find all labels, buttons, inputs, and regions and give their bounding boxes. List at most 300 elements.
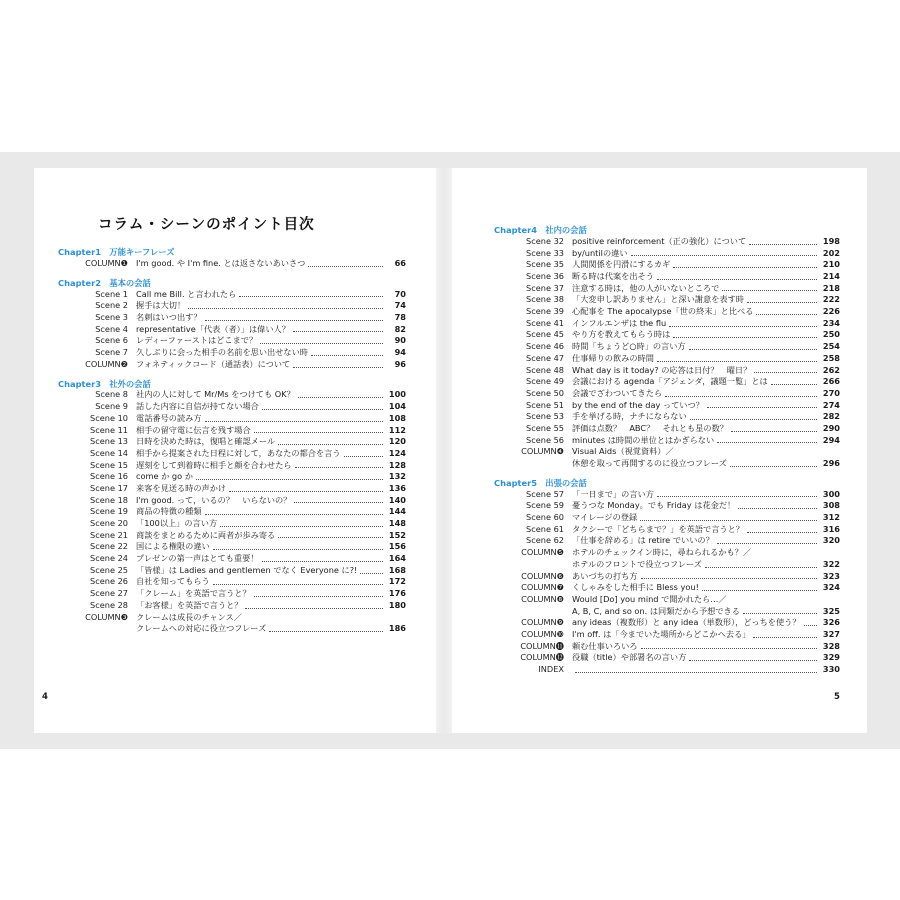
toc-entry[interactable] — [494, 582, 840, 594]
entry-title: Call me Bill. と言われたら — [136, 288, 237, 299]
entry-label: Scene 7 — [95, 347, 128, 358]
entry-page-number: 132 — [388, 471, 406, 482]
entry-title: 「大変申し訳ありません」と深い謝意を表す時 — [572, 294, 744, 305]
toc-entry[interactable] — [58, 588, 406, 600]
entry-title: マイレージの登録 — [572, 512, 638, 523]
chapter-heading: Chapter3 社外の会話 — [58, 378, 151, 389]
toc-entry[interactable] — [494, 594, 840, 606]
dot-leader — [641, 648, 817, 649]
entry-title: 役職（title）や部署名の言い方 — [572, 652, 687, 663]
entry-title: 注意する時は，他の人がいないところで — [572, 282, 720, 293]
entry-title: 「クレーム」を英語で言うと？ — [136, 588, 251, 599]
entry-page-number: 274 — [822, 399, 840, 410]
dot-leader — [690, 419, 817, 420]
entry-page-number: 262 — [822, 364, 840, 375]
entry-label: Scene 15 — [90, 459, 128, 470]
entry-page-number: 270 — [822, 387, 840, 398]
toc-entry[interactable] — [494, 330, 840, 342]
entry-page-number: 320 — [822, 535, 840, 546]
entry-label: Scene 62 — [526, 535, 564, 546]
entry-page-number: 112 — [388, 424, 406, 435]
entry-label: Scene 3 — [95, 312, 128, 323]
dot-leader — [293, 331, 383, 332]
entry-title: What day is it today? の応答は日付？ 曜日？ — [572, 364, 752, 375]
entry-title: 断る時は代案を出そう — [572, 271, 654, 282]
dot-leader — [747, 532, 817, 533]
entry-title: 名刺はいつ出す？ — [136, 312, 202, 323]
entry-label: Scene 26 — [90, 576, 128, 587]
chapter-block — [58, 277, 406, 371]
chapter-heading: Chapter2 基本の会話 — [58, 277, 151, 288]
entry-title: 相手の留守電に伝言を残す場合 — [136, 424, 251, 435]
toc-entry[interactable] — [58, 425, 406, 437]
entry-label: Scene 36 — [526, 271, 564, 282]
toc-entry[interactable] — [494, 617, 840, 629]
entry-title: 遅刻をして到着時に相手と顔を合わせたら — [136, 459, 292, 470]
dot-leader — [747, 302, 817, 303]
toc-entry[interactable] — [58, 541, 406, 553]
entry-label: Scene 39 — [526, 306, 564, 317]
entry-title: 社内の人に対して Mr/Ms をつけても OK？ — [136, 389, 295, 400]
toc-entry[interactable] — [494, 294, 840, 306]
entry-page-number: 290 — [822, 422, 840, 433]
toc-entry[interactable] — [58, 390, 406, 402]
entry-label: Scene 19 — [90, 506, 128, 517]
entry-page-number: 120 — [388, 436, 406, 447]
dot-leader — [262, 561, 384, 562]
dot-leader — [293, 367, 383, 368]
entry-label: Scene 61 — [526, 523, 564, 534]
entry-page-number: 282 — [822, 411, 840, 422]
toc-entry[interactable] — [494, 365, 840, 377]
entry-title: ホテルのチェックイン時に，尋ねられるかも？／ — [572, 547, 752, 558]
dot-leader — [260, 343, 383, 344]
entry-page-number: 144 — [388, 506, 406, 517]
entry-title: 会議でざわついてきたら — [572, 387, 663, 398]
dot-leader — [753, 637, 817, 638]
entry-page-number: 308 — [822, 500, 840, 511]
toc-entry[interactable] — [58, 436, 406, 448]
entry-title: 「仕事を辞める」は retire でいいの？ — [572, 535, 714, 546]
entry-title: タクシーで「どちらまで？」を英語で言うと？ — [572, 523, 744, 534]
dot-leader — [743, 613, 817, 614]
toc-entry[interactable] — [494, 376, 840, 388]
dot-leader — [731, 431, 817, 432]
entry-page-number: 296 — [822, 458, 840, 469]
entry-label: Scene 13 — [90, 436, 128, 447]
entry-title: プレゼンの第一声はとても重要！ — [136, 553, 259, 564]
dot-leader — [205, 320, 383, 321]
chapter-block — [494, 224, 840, 470]
toc-entry[interactable] — [494, 411, 840, 423]
dot-leader — [295, 467, 383, 468]
entry-label: Scene 4 — [95, 323, 128, 334]
entry-label: Scene 60 — [526, 512, 564, 523]
entry-page-number: 326 — [822, 617, 840, 628]
entry-title: インフルエンザは the flu — [572, 317, 667, 328]
toc-entry[interactable] — [494, 652, 840, 664]
dot-leader — [213, 584, 383, 585]
dot-leader — [730, 466, 817, 467]
dot-leader — [188, 308, 383, 309]
dot-leader — [308, 266, 383, 267]
entry-page-number: 330 — [822, 664, 840, 675]
toc-entry[interactable] — [494, 248, 840, 260]
entry-title: 自社を知ってもらう — [136, 576, 210, 587]
entry-page-number: 222 — [822, 294, 840, 305]
dot-leader — [213, 549, 383, 550]
toc-entry[interactable] — [494, 606, 840, 618]
entry-title: 電話番号の読み方 — [136, 412, 202, 423]
entry-label: COLUMN❶ — [85, 257, 128, 268]
entry-title: 商品の特徴の種類 — [136, 506, 202, 517]
entry-label: Scene 28 — [90, 599, 128, 610]
entry-title: 仕事帰りの飲みの時間 — [572, 352, 654, 363]
toc-entry[interactable] — [494, 641, 840, 653]
toc-entry[interactable] — [494, 306, 840, 318]
entry-title: あいづちの打ち方 — [572, 570, 638, 581]
entry-label: Scene 33 — [526, 247, 564, 258]
entry-label: COLUMN❺ — [521, 547, 564, 558]
entry-title: 人間関係を円滑にするカギ — [572, 259, 671, 270]
entry-label: Scene 57 — [526, 488, 564, 499]
dot-leader — [673, 337, 817, 338]
toc-entry[interactable] — [494, 341, 840, 353]
entry-title: クレームへの対応に役立つフレーズ — [136, 623, 267, 634]
entry-title: come か go か — [136, 471, 193, 482]
toc-entry[interactable] — [58, 506, 406, 518]
entry-label: Scene 41 — [526, 317, 564, 328]
entry-label: COLUMN❸ — [85, 611, 128, 622]
toc-entry[interactable] — [58, 565, 406, 577]
entry-page-number: 327 — [822, 628, 840, 639]
dot-leader — [702, 590, 817, 591]
entry-title: 「100以上」の言い方 — [136, 518, 218, 529]
entry-page-number: 78 — [394, 312, 406, 323]
entry-page-number: 180 — [388, 599, 406, 610]
entry-label: COLUMN⓬ — [520, 652, 564, 663]
entry-title: by the end of the day っていつ？ — [572, 399, 704, 410]
dot-leader — [245, 608, 383, 609]
page-title: コラム・シーンのポイント目次 — [98, 217, 315, 233]
entry-label: Scene 35 — [526, 259, 564, 270]
toc-entry[interactable] — [494, 571, 840, 583]
entry-label: Scene 27 — [90, 588, 128, 599]
entry-title: I'm good. や I'm fine. とは返さないあいさつ — [136, 257, 306, 268]
entry-page-number: 74 — [394, 300, 406, 311]
entry-label: COLUMN⓫ — [520, 640, 564, 651]
dot-leader — [262, 409, 383, 410]
entry-label: COLUMN❿ — [521, 628, 564, 639]
toc-entry[interactable] — [58, 258, 406, 270]
entry-title: 「お客様」を英語で言うと？ — [136, 599, 243, 610]
dot-leader — [749, 244, 817, 245]
dot-leader — [689, 349, 817, 350]
entry-page-number: 329 — [822, 652, 840, 663]
entry-title: 日時を決めた時は，復唱と確認メール — [136, 436, 276, 447]
entry-title: 久しぶりに会った相手の名前を思い出せない時 — [136, 347, 308, 358]
dot-leader — [722, 290, 817, 291]
entry-title: 憂うつな Monday。でも Friday は花金だ！ — [572, 500, 736, 511]
entry-label: COLUMN❻ — [521, 570, 564, 581]
dot-leader — [657, 279, 817, 280]
entry-label: Scene 2 — [95, 300, 128, 311]
entry-title: representative「代表（者）」は偉い人？ — [136, 323, 290, 334]
toc-entry[interactable] — [58, 460, 406, 472]
chapter-block — [494, 477, 840, 676]
entry-label: Scene 45 — [526, 329, 564, 340]
dot-leader — [575, 672, 817, 673]
entry-title: I'm off. は「今までいた場所からどこかへ去る」 — [572, 628, 751, 639]
entry-title: 頼む仕事いろいろ — [572, 640, 638, 651]
toc-entry[interactable] — [494, 629, 840, 641]
entry-label: Scene 59 — [526, 500, 564, 511]
toc-entry[interactable] — [58, 347, 406, 359]
entry-title: ホテルのフロントで役立つフレーズ — [572, 558, 702, 569]
dot-leader — [220, 526, 383, 527]
entry-label: Scene 9 — [95, 401, 128, 412]
dot-leader — [278, 537, 383, 538]
entry-page-number: 152 — [388, 529, 406, 540]
entry-title: 商談をまとめるために両者が歩み寄る — [136, 529, 276, 540]
entry-label: COLUMN❹ — [521, 446, 564, 457]
chapter-block — [58, 378, 406, 635]
entry-label: Scene 49 — [526, 376, 564, 387]
toc-entry[interactable] — [58, 530, 406, 542]
entry-title: 来客を見送る時の声かけ — [136, 482, 227, 493]
toc-entry[interactable] — [494, 353, 840, 365]
entry-label: Scene 16 — [90, 471, 128, 482]
toc-entry[interactable] — [494, 664, 840, 676]
entry-page-number: 324 — [822, 582, 840, 593]
entry-page-number: 254 — [822, 341, 840, 352]
entry-page-number: 328 — [822, 640, 840, 651]
entry-label: Scene 50 — [526, 387, 564, 398]
entry-label: Scene 17 — [90, 482, 128, 493]
toc-entry[interactable] — [58, 448, 406, 460]
dot-leader — [738, 508, 817, 509]
entry-page-number: 202 — [822, 247, 840, 258]
entry-page-number: 198 — [822, 235, 840, 246]
entry-page-number: 294 — [822, 434, 840, 445]
toc-entry[interactable] — [58, 413, 406, 425]
entry-label: Scene 21 — [90, 529, 128, 540]
dot-leader — [657, 361, 817, 362]
entry-label: Scene 24 — [90, 553, 128, 564]
toc-entry[interactable] — [58, 612, 406, 624]
toc-entry[interactable] — [494, 236, 840, 248]
dot-leader — [311, 355, 383, 356]
toc-entry[interactable] — [58, 312, 406, 324]
chapter-heading: Chapter1 万能キーフレーズ — [58, 247, 175, 257]
entry-page-number: 128 — [388, 459, 406, 470]
entry-title: 国による権限の違い — [136, 541, 210, 552]
entry-label: Scene 14 — [90, 447, 128, 458]
toc-entry[interactable] — [58, 623, 406, 635]
entry-page-number: 136 — [388, 482, 406, 493]
entry-label: Scene 25 — [90, 564, 128, 575]
dot-leader — [689, 660, 817, 661]
toc-entry[interactable] — [58, 553, 406, 565]
entry-title: 「一日まで」の言い方 — [572, 488, 654, 499]
dot-leader — [705, 567, 817, 568]
entry-page-number: 210 — [822, 259, 840, 270]
toc-entry[interactable] — [494, 458, 840, 470]
dot-leader — [717, 442, 817, 443]
entry-page-number: 172 — [388, 576, 406, 587]
entry-label: Scene 6 — [95, 335, 128, 346]
entry-label: Scene 22 — [90, 541, 128, 552]
toc-entry[interactable] — [58, 471, 406, 483]
toc-entry[interactable] — [58, 300, 406, 312]
toc-entry[interactable] — [494, 489, 840, 501]
entry-title: 時間「ちょうど○時」の言い方 — [572, 341, 686, 352]
entry-title: 握手は大切！ — [136, 300, 186, 311]
dot-leader — [254, 432, 383, 433]
toc-entry[interactable] — [494, 435, 840, 447]
entry-page-number: 66 — [394, 257, 406, 268]
entry-label: Scene 8 — [95, 389, 128, 400]
entry-title: 休憩を取って再開するのに役立つフレーズ — [572, 458, 727, 469]
entry-page-number: 300 — [822, 488, 840, 499]
entry-title: 評価は点数？ ABC？ それとも星の数？ — [572, 422, 728, 433]
dot-leader — [804, 625, 817, 626]
entry-label: Scene 18 — [90, 494, 128, 505]
entry-page-number: 316 — [822, 523, 840, 534]
entry-page-number: 94 — [394, 347, 406, 358]
entry-title: 会議における agenda「アジェンダ，議題一覧」とは — [572, 376, 768, 387]
dot-leader — [344, 456, 383, 457]
entry-title: 話した内容に自信が持てない場合 — [136, 401, 259, 412]
toc-entry[interactable] — [494, 318, 840, 330]
entry-label: COLUMN❷ — [85, 358, 128, 369]
entry-page-number: 156 — [388, 541, 406, 552]
right-toc-column — [494, 224, 840, 683]
entry-page-number: 176 — [388, 588, 406, 599]
toc-entry[interactable] — [58, 401, 406, 413]
entry-title: Would [Do] you mind で聞かれたら…／ — [572, 593, 727, 604]
toc-entry[interactable] — [58, 577, 406, 589]
entry-page-number: 250 — [822, 329, 840, 340]
toc-entry[interactable] — [494, 547, 840, 559]
entry-label: INDEX — [538, 664, 564, 675]
toc-entry[interactable] — [494, 283, 840, 295]
entry-label: Scene 1 — [95, 288, 128, 299]
toc-entry[interactable] — [58, 324, 406, 336]
entry-title: 「皆様」は Ladies and gentlemen でなく Everyone に?! — [136, 564, 358, 575]
dot-leader — [717, 543, 817, 544]
dot-leader — [278, 444, 383, 445]
entry-label: Scene 32 — [526, 235, 564, 246]
entry-page-number: 214 — [822, 271, 840, 282]
toc-entry[interactable] — [494, 536, 840, 548]
toc-entry[interactable] — [58, 335, 406, 347]
toc-entry[interactable] — [58, 495, 406, 507]
dot-leader — [641, 578, 817, 579]
entry-title: A, B, C, and so on. は同類だから予想できる — [572, 605, 740, 616]
dot-leader — [254, 596, 383, 597]
toc-entry[interactable] — [494, 500, 840, 512]
chapter-block — [58, 246, 406, 270]
entry-page-number: 312 — [822, 512, 840, 523]
chapter-heading: Chapter4 社内の会話 — [494, 225, 587, 235]
toc-entry[interactable] — [494, 559, 840, 571]
toc-entry[interactable] — [58, 289, 406, 301]
entry-page-number: 323 — [822, 570, 840, 581]
dot-leader — [269, 631, 383, 632]
entry-page-number: 124 — [388, 447, 406, 458]
entry-label: Scene 47 — [526, 352, 564, 363]
toc-entry[interactable] — [494, 400, 840, 412]
entry-page-number: 234 — [822, 317, 840, 328]
dot-leader — [294, 502, 383, 503]
entry-title: minutes は時間の単位とはかぎらない — [572, 434, 715, 445]
entry-label: COLUMN❼ — [521, 582, 564, 593]
entry-page-number: 100 — [388, 389, 406, 400]
toc-entry[interactable] — [494, 446, 840, 458]
entry-title: クレームは成長のチャンス／ — [136, 611, 242, 622]
toc-entry[interactable] — [494, 388, 840, 400]
dot-leader — [205, 421, 383, 422]
toc-entry[interactable] — [494, 259, 840, 271]
dot-leader — [707, 407, 817, 408]
toc-entry[interactable] — [494, 423, 840, 435]
left-toc-column — [58, 246, 406, 642]
chapter-heading: Chapter5 出張の会話 — [494, 477, 587, 488]
book-gutter — [436, 168, 452, 733]
entry-page-number: 325 — [822, 605, 840, 616]
left-page-number: 4 — [42, 692, 48, 702]
toc-entry[interactable] — [58, 483, 406, 495]
dot-leader — [771, 384, 817, 385]
dot-leader — [756, 314, 817, 315]
dot-leader — [665, 396, 817, 397]
entry-title: 相手から提案された日程に対して，あなたの都合を言う — [136, 447, 341, 458]
entry-page-number: 70 — [394, 288, 406, 299]
dot-leader — [239, 296, 383, 297]
entry-page-number: 104 — [388, 401, 406, 412]
entry-page-number: 218 — [822, 282, 840, 293]
toc-entry[interactable] — [58, 600, 406, 612]
right-page-number: 5 — [834, 692, 840, 702]
entry-title: 手を挙げる時，ナチにならない — [572, 411, 687, 422]
entry-label: Scene 37 — [526, 282, 564, 293]
entry-page-number: 266 — [822, 376, 840, 387]
toc-entry[interactable] — [58, 359, 406, 371]
dot-leader — [754, 372, 817, 373]
entry-label: Scene 55 — [526, 422, 564, 433]
toc-entry[interactable] — [494, 271, 840, 283]
toc-entry[interactable] — [494, 512, 840, 524]
entry-page-number: 96 — [394, 358, 406, 369]
entry-title: レディーファーストはどこまで？ — [136, 335, 258, 346]
entry-title: 心配事を The apocalypse「世の終末」と比べる — [572, 306, 754, 317]
entry-page-number: 108 — [388, 412, 406, 423]
dot-leader — [631, 255, 817, 256]
entry-label: Scene 51 — [526, 399, 564, 410]
entry-label: Scene 10 — [90, 412, 128, 423]
entry-page-number: 82 — [394, 323, 406, 334]
entry-label: Scene 53 — [526, 411, 564, 422]
entry-page-number: 90 — [394, 335, 406, 346]
dot-leader — [205, 514, 383, 515]
entry-label: Scene 38 — [526, 294, 564, 305]
toc-entry[interactable] — [494, 524, 840, 536]
entry-page-number: 140 — [388, 494, 406, 505]
toc-entry[interactable] — [58, 518, 406, 530]
entry-page-number: 148 — [388, 518, 406, 529]
entry-label: Scene 56 — [526, 434, 564, 445]
